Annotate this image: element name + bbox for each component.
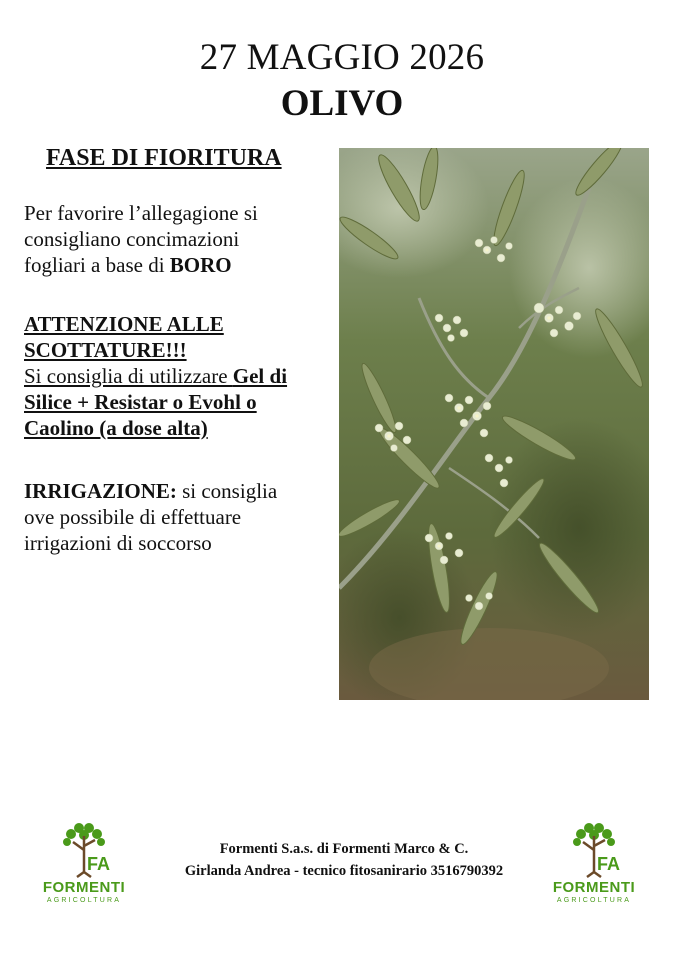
irrigation-paragraph [24, 478, 334, 556]
fertilization-line-3: fogliari a base di [24, 253, 170, 277]
olive-flower-photo [339, 148, 649, 700]
sunburn-title-line-1: ATTENZIONE ALLE [24, 312, 224, 336]
irrigation-line-1: si consiglia [176, 479, 278, 503]
footer-company: Formenti S.a.s. di Formenti Marco & C. [219, 841, 469, 857]
fertilization-line-1: Per favorire l’allegagione si [24, 201, 258, 225]
irrigation-line-3: irrigazioni di soccorso [24, 531, 212, 555]
product-line-1: Gel di [232, 364, 288, 388]
tree-logo-icon [49, 820, 119, 878]
logo-name: FORMENTI [552, 879, 636, 896]
irrigation-line-2: ove possibile di effettuare [24, 505, 242, 529]
logo-subtitle: AGRICOLTURA [46, 897, 122, 904]
product-line-3: Caolino (a dose alta) [24, 416, 208, 440]
footer-info [160, 838, 528, 882]
footer-contact: Girlanda Andrea - tecnico fitosanirario 3516790392 [184, 863, 504, 879]
svg-text:FA: FA [87, 854, 111, 874]
product-line-2: Silice + Resistar o Evohl o [24, 390, 257, 414]
logo-left [22, 820, 146, 920]
irrigation-label: IRRIGAZIONE: [24, 479, 177, 503]
sunburn-title-line-2: SCOTTATURE!!! [24, 338, 187, 362]
olive-branch-flowers-photo-icon [339, 148, 649, 700]
tree-logo-icon [559, 820, 629, 878]
logo-right [532, 820, 656, 920]
fertilization-paragraph [24, 200, 334, 278]
logo-subtitle: AGRICOLTURA [556, 897, 632, 904]
phase-heading: FASE DI FIORITURA [46, 145, 282, 171]
svg-text:FA: FA [597, 854, 621, 874]
crop-title: OLIVO [280, 83, 404, 124]
sunburn-intro: Si consiglia di utilizzare [24, 364, 233, 388]
fertilization-line-2: consigliano concimazioni [24, 227, 240, 251]
logo-name: FORMENTI [42, 879, 126, 896]
document-date: 27 MAGGIO 2026 [199, 37, 485, 78]
boron-highlight: BORO [169, 253, 232, 277]
sunburn-paragraph [24, 311, 334, 441]
